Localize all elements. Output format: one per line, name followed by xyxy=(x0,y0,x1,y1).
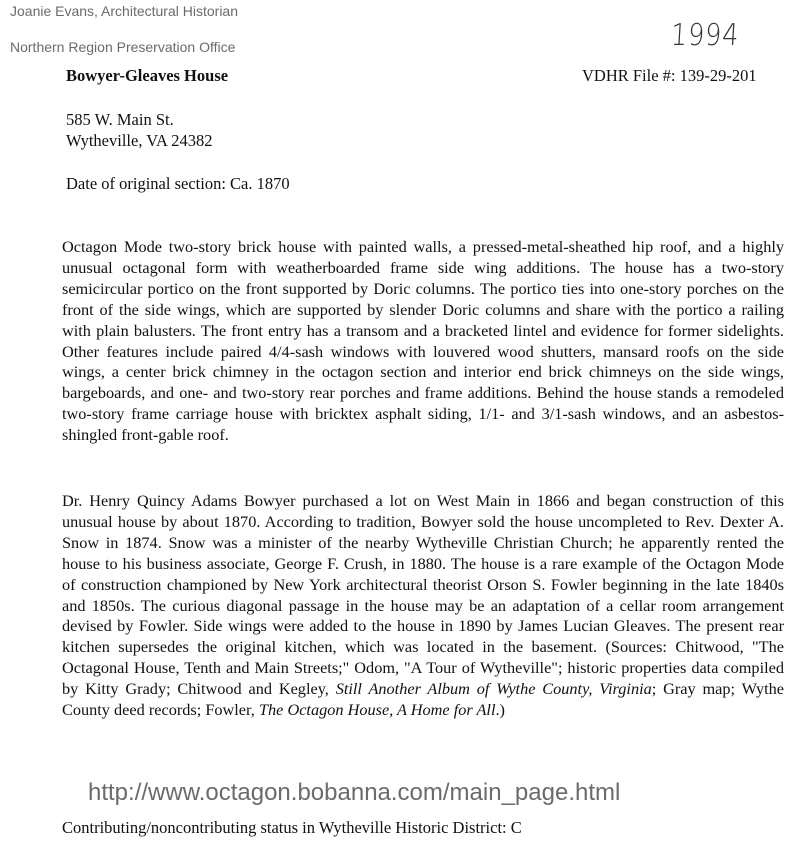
author-credit: Joanie Evans, Architectural Historian xyxy=(10,3,238,19)
history-text: Dr. Henry Quincy Adams Bowyer purchased a lot on West Main in 1866 and began construction of this unusual house by about 1870. According to tradition, Bowyer sold the house uncompleted to Rev. Dexter A. Snow in 1874. Snow was a minister of the nearby Wytheville Christian Church; he apparently rented the house to his business associate, George F. Crush, in 1880. The house is a rare example of the Octagon Mode of construction championed by New York architectural theorist Orson S. Fowler beginning in the late 1840s and 1850s. The curious diagonal passage in the house may be an adaptation of a cellar room arrangement devised by Fowler. Side wings were added to the house in 1890 by James Lucian Gleaves. The present rear kitchen supersedes the original kitchen, which was located in the basement. (Sources: Chitwood, "The Octagonal House, Tenth and Main Streets;" Odom, "A Tour of Wytheville"; historic properties data compiled by Kitty Grady; Chitwood and Kegley, xyxy=(62,491,784,699)
address-street: 585 W. Main St. xyxy=(66,110,174,129)
address-city: Wytheville, VA 24382 xyxy=(66,131,213,150)
file-number: VDHR File #: 139-29-201 xyxy=(582,66,757,85)
handwritten-year: 1994 xyxy=(669,18,741,53)
district-status: Contributing/noncontributing status in Wytheville Historic District: C xyxy=(62,818,522,837)
source-url[interactable]: http://www.octagon.bobanna.com/main_page.html xyxy=(88,779,621,806)
history-paragraph xyxy=(62,491,784,721)
source-text-middle: ; Gray map; Wythe County deed records; Fowler, xyxy=(62,679,784,720)
office-name: Northern Region Preservation Office xyxy=(10,39,236,55)
date-original-section: Date of original section: Ca. 1870 xyxy=(66,174,290,193)
property-name: Bowyer-Gleaves House xyxy=(66,66,229,85)
source-text-end: .) xyxy=(495,700,505,720)
source-title-octagon-house: The Octagon House, A Home for All xyxy=(258,700,496,720)
description-paragraph: Octagon Mode two-story brick house with painted walls, a pressed-metal-sheathed hip roof, and a highly unusual octagonal form with weatherboarded frame side wing additions. The house has a two-story semicircular portico on the front supported by Doric columns. The portico ties into one-story porches on the front of the side wings, which are supported by slender Doric columns and share with the portico a railing with plain balusters. The front entry has a transom and a bracketed lintel and evidence for former sidelights. Other features include paired 4/4-sash windows with louvered wood shutters, mansard roofs on the side wings, a center brick chimney in the octagon section and interior end brick chimneys on the side wings, bargeboards, and one- and two-story rear porches and frame additions. Behind the house stands a remodeled two-story frame carriage house with bricktex asphalt siding, 1/1- and 3/1-sash windows, and an asbestos-shingled front-gable roof. xyxy=(62,237,784,445)
source-title-album: Still Another Album of Wythe County, Virginia xyxy=(335,679,652,699)
